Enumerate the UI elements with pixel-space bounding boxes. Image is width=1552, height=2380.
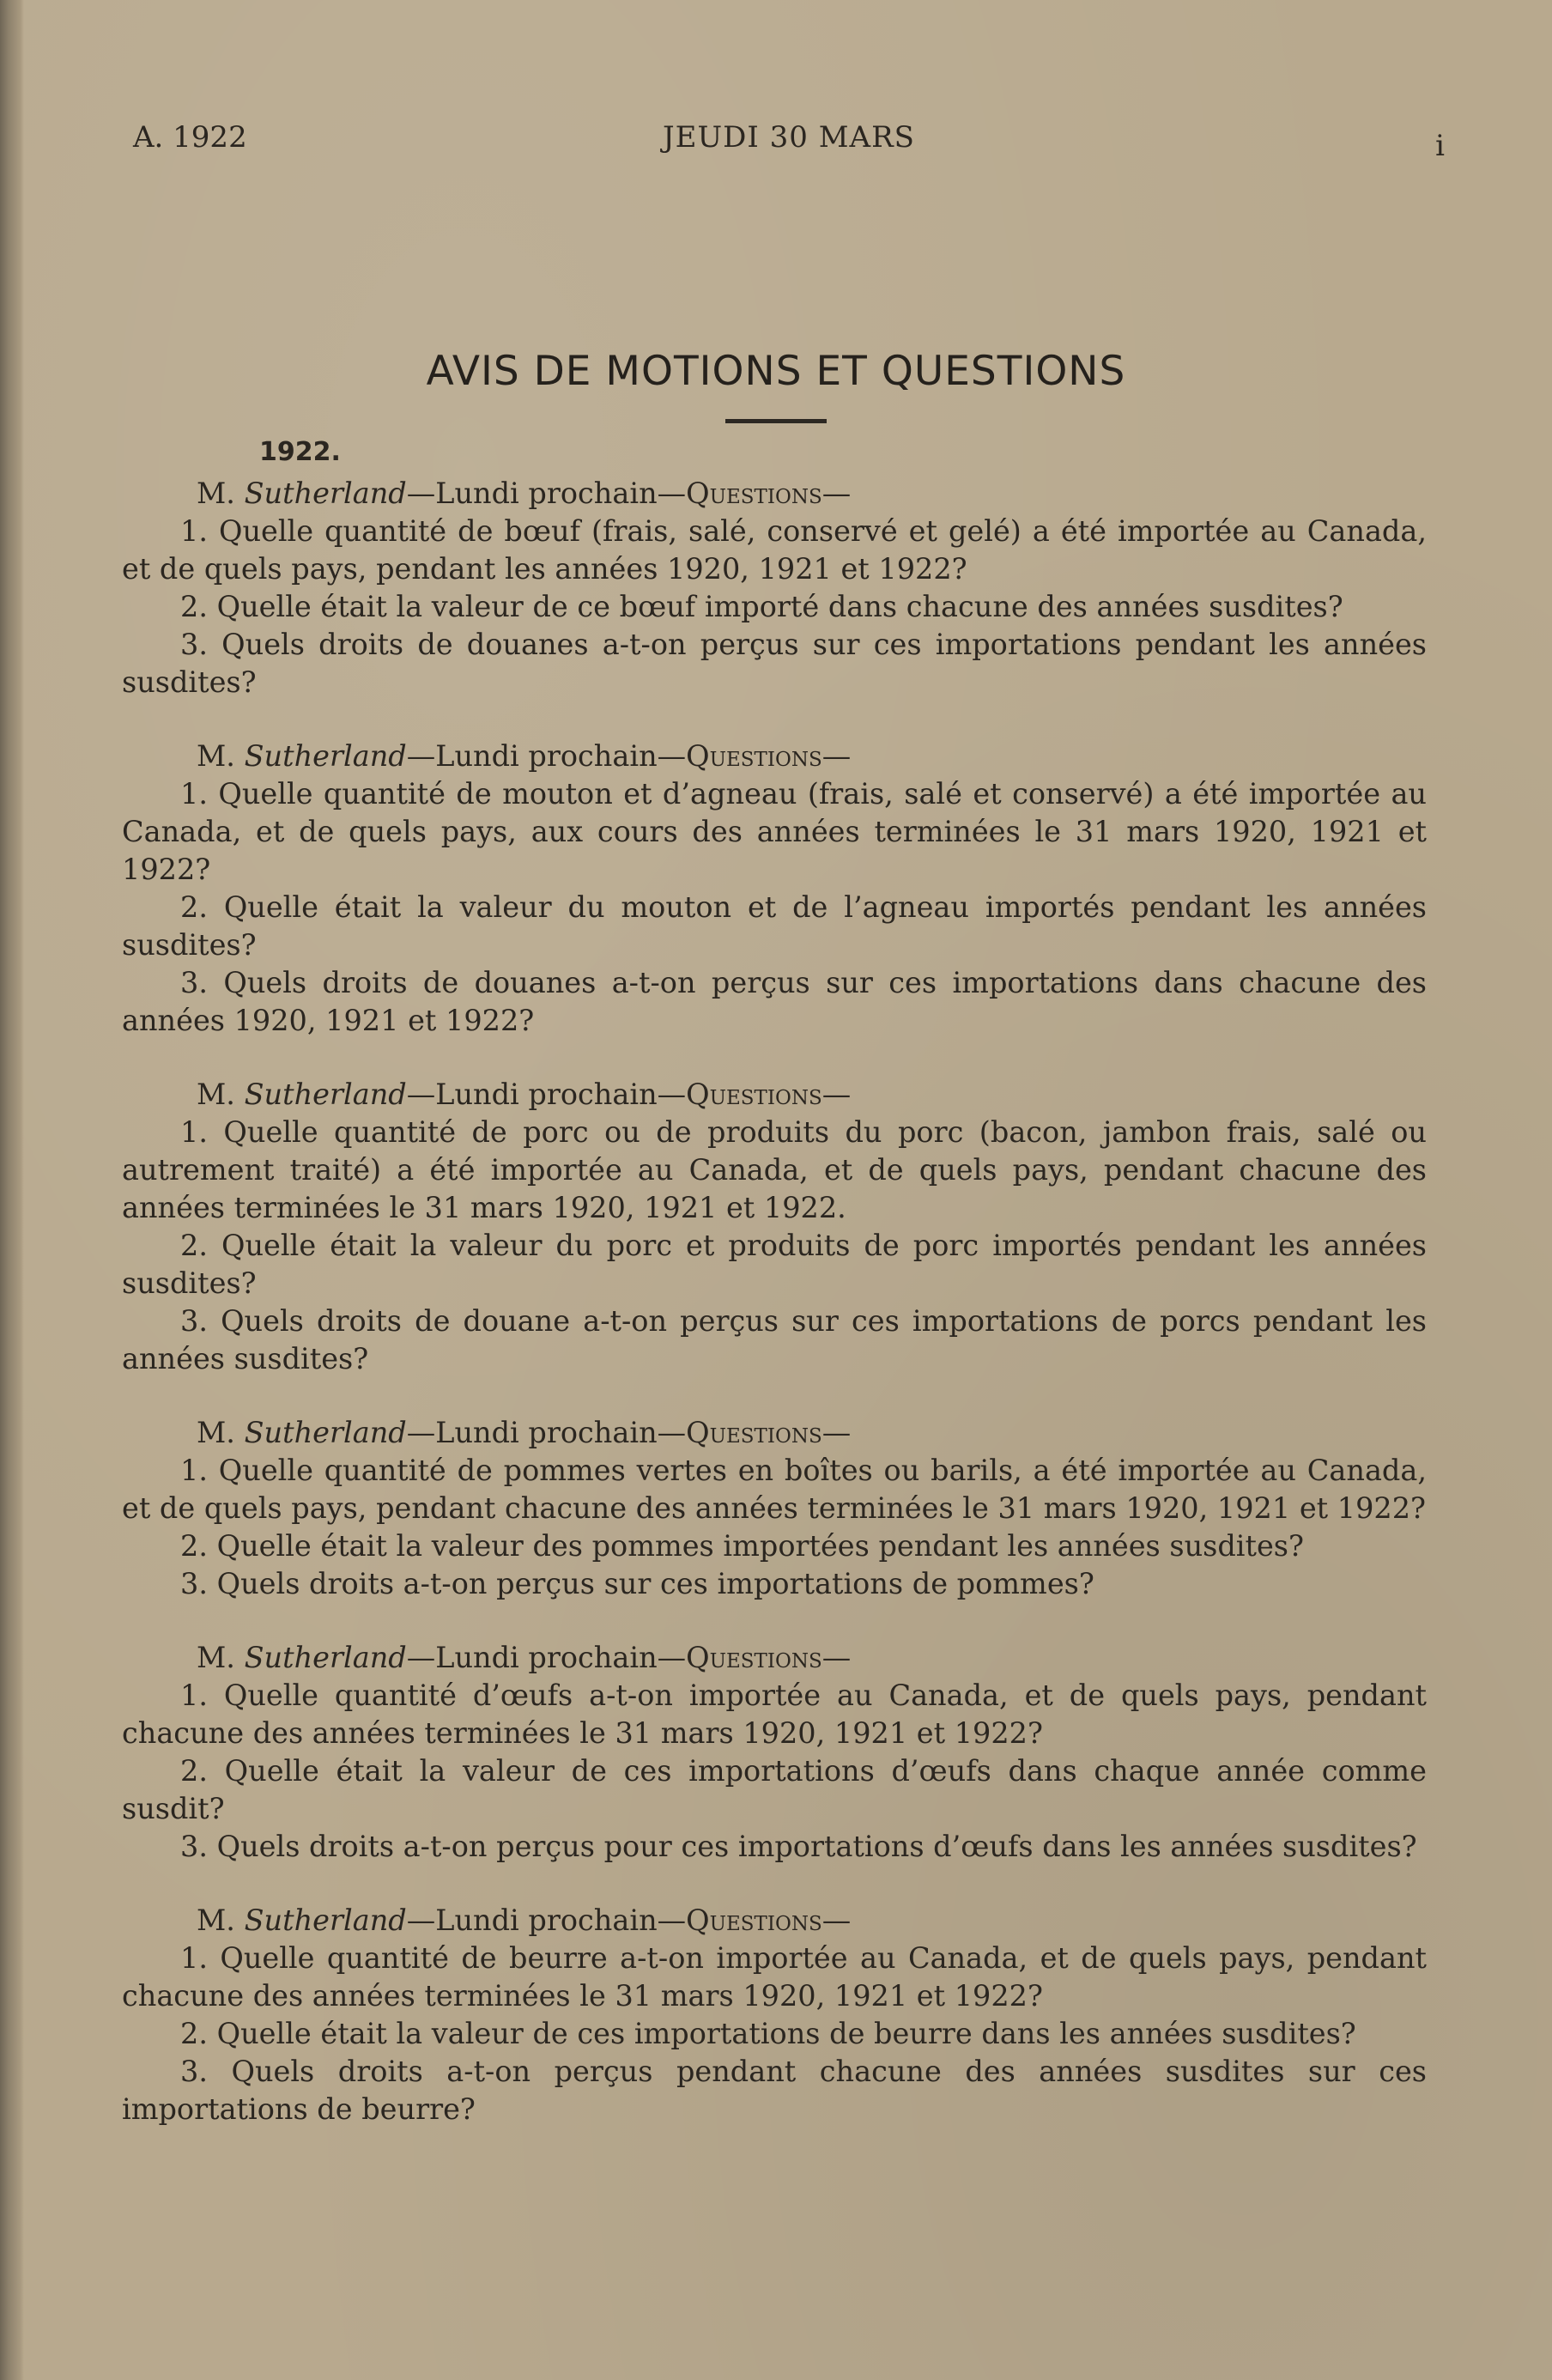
- member-title: M.: [197, 739, 245, 773]
- question-1: 1. Quelle quantité d’œufs a-t-on importée au Canada, et de quels pays, pendant chacune des années terminées le 31 mars 1920, 1921 et 1922?: [122, 1679, 1427, 1750]
- running-header: [133, 120, 1445, 163]
- member-title: M.: [197, 1903, 245, 1937]
- question-2: 2. Quelle était la valeur de ces importations d’œufs dans chaque année comme susdit?: [122, 1754, 1427, 1825]
- question-1: 1. Quelle quantité de beurre a-t-on importée au Canada, et de quels pays, pendant chacune des années terminées le 31 mars 1920, 1921 et 1922?: [122, 1941, 1427, 2013]
- year-heading: 1922.: [259, 437, 341, 467]
- member-title: M.: [197, 1416, 245, 1449]
- question-2: 2. Quelle était la valeur de ce bœuf importé dans chacune des années susdites?: [180, 590, 1343, 623]
- member-name: Sutherland: [244, 477, 407, 510]
- question-2: 2. Quelle était la valeur des pommes importées pendant les années susdites?: [180, 1529, 1304, 1563]
- notice-dash: —: [821, 739, 852, 773]
- member-name: Sutherland: [244, 739, 407, 773]
- question-3: 3. Quels droits a-t-on perçus pendant chacune des années susdites sur ces importations de beurre?: [122, 2055, 1427, 2126]
- header-session: A. 1922: [133, 120, 247, 155]
- question-2: 2. Quelle était la valeur du porc et produits de porc importés pendant les années susdites?: [122, 1229, 1427, 1300]
- member-name: Sutherland: [244, 1903, 407, 1937]
- notice: [122, 1076, 1427, 1378]
- notice-date: —Lundi prochain—: [406, 1078, 687, 1111]
- question-1: 1. Quelle quantité de mouton et d’agneau (frais, salé et conservé) a été importée au Canada, et de quels pays, aux cours des années terminées le 31 mars 1920, 1921 et 1922?: [122, 777, 1427, 886]
- question-2: 2. Quelle était la valeur du mouton et de l’agneau importés pendant les années susdites?: [122, 890, 1427, 962]
- page-number: i: [1435, 129, 1445, 163]
- notice: [122, 1902, 1427, 2128]
- header-date: JEUDI 30 MARS: [663, 120, 915, 155]
- notice-dash: —: [821, 1903, 852, 1937]
- notice-date: —Lundi prochain—: [406, 1903, 687, 1937]
- notice-kind: Questions: [686, 1416, 822, 1449]
- question-1: 1. Quelle quantité de porc ou de produits du porc (bacon, jambon frais, salé ou autrement traité) a été importée au Canada, et de quels pays, pendant chacune des années terminées le 31 mars 1920, 1921 et 1922.: [122, 1115, 1427, 1224]
- notice-date: —Lundi prochain—: [406, 1416, 687, 1449]
- notice-date: —Lundi prochain—: [406, 1641, 687, 1674]
- notice: [122, 475, 1427, 701]
- notice-date: —Lundi prochain—: [406, 477, 687, 510]
- member-title: M.: [197, 477, 245, 510]
- notice-dash: —: [821, 1416, 852, 1449]
- member-name: Sutherland: [244, 1416, 407, 1449]
- notice-kind: Questions: [686, 477, 822, 510]
- notice-intro: [197, 1639, 1427, 1677]
- title-rule: [725, 419, 827, 423]
- notice-intro: [197, 1902, 1427, 1940]
- notice-dash: —: [821, 1641, 852, 1674]
- member-name: Sutherland: [244, 1078, 407, 1111]
- notice-date: —Lundi prochain—: [406, 739, 687, 773]
- notice: [122, 1639, 1427, 1866]
- notice: [122, 738, 1427, 1040]
- question-3: 3. Quels droits a-t-on perçus pour ces importations d’œufs dans les années susdites?: [180, 1830, 1417, 1863]
- member-title: M.: [197, 1078, 245, 1111]
- notice: [122, 1414, 1427, 1603]
- question-1: 1. Quelle quantité de bœuf (frais, salé, conservé et gelé) a été importée au Canada, et de quels pays, pendant les années 1920, 1921 et 1922?: [122, 514, 1427, 586]
- question-1: 1. Quelle quantité de pommes vertes en boîtes ou barils, a été importée au Canada, et de quels pays, pendant chacune des années terminées le 31 mars 1920, 1921 et 1922?: [122, 1454, 1427, 1525]
- notice-intro: [197, 738, 1427, 775]
- notice-intro: [197, 1414, 1427, 1452]
- notice-dash: —: [821, 477, 852, 510]
- question-3: 3. Quels droits de douanes a-t-on perçus sur ces importations dans chacune des années 1920, 1921 et 1922?: [122, 966, 1427, 1037]
- page-title: AVIS DE MOTIONS ET QUESTIONS: [426, 348, 1126, 395]
- notices-content: [122, 434, 1427, 2164]
- notice-kind: Questions: [686, 1641, 822, 1674]
- member-title: M.: [197, 1641, 245, 1674]
- notice-kind: Questions: [686, 1903, 822, 1937]
- notice-dash: —: [821, 1078, 852, 1111]
- question-3: 3. Quels droits de douane a-t-on perçus sur ces importations de porcs pendant les années susdites?: [122, 1304, 1427, 1375]
- question-2: 2. Quelle était la valeur de ces importations de beurre dans les années susdites?: [180, 2017, 1356, 2050]
- member-name: Sutherland: [244, 1641, 407, 1674]
- notice-intro: [197, 475, 1427, 513]
- notice-kind: Questions: [686, 1078, 822, 1111]
- notice-kind: Questions: [686, 739, 822, 773]
- notice-intro: [197, 1076, 1427, 1114]
- question-3: 3. Quels droits de douanes a-t-on perçus sur ces importations pendant les années susdites?: [122, 628, 1427, 699]
- question-3: 3. Quels droits a-t-on perçus sur ces importations de pommes?: [180, 1567, 1094, 1600]
